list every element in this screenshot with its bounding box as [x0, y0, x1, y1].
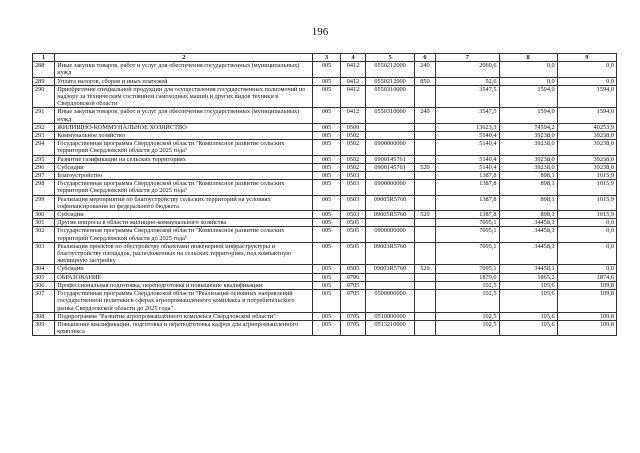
cell-row-number: 296: [33, 163, 55, 171]
cell-amount-year-2: 105,6: [499, 320, 557, 335]
cell-amount-year-1: 5140,4: [436, 132, 499, 140]
cell-item-name: ЖИЛИЩНО-КОММУНАЛЬНОЕ ХОЗЯЙСТВО: [55, 123, 313, 131]
cell-expense-type: [414, 312, 435, 320]
cell-amount-year-1: 7095,1: [436, 219, 499, 227]
table-row: [33, 273, 617, 281]
cell-amount-year-2: 105,6: [499, 290, 557, 313]
table-row: [33, 281, 617, 289]
cell-ministry-code: 005: [313, 172, 341, 180]
cell-row-number: 293: [33, 132, 55, 140]
cell-row-number: 292: [33, 123, 55, 131]
cell-amount-year-2: 34458,1: [499, 265, 557, 273]
table-row: [33, 242, 617, 265]
cell-amount-year-3: 1015,9: [557, 172, 616, 180]
cell-ministry-code: 005: [313, 211, 341, 219]
cell-amount-year-2: 898,1: [499, 211, 557, 219]
cell-row-number: 301: [33, 219, 55, 227]
cell-target-code: 0900000000: [366, 140, 415, 155]
cell-amount-year-1: 7095,1: [436, 242, 499, 265]
cell-row-number: 299: [33, 195, 55, 210]
cell-amount-year-2: 105,6: [499, 281, 557, 289]
cell-amount-year-2: 0,0: [499, 77, 557, 85]
cell-amount-year-2: 898,1: [499, 180, 557, 195]
table-header: [33, 54, 617, 62]
cell-item-name: Другие вопросы в области жилищно-коммунального хозяйства: [55, 219, 313, 227]
cell-ministry-code: 005: [313, 320, 341, 335]
cell-amount-year-3: 1594,0: [557, 108, 616, 123]
cell-ministry-code: 005: [313, 227, 341, 242]
cell-row-number: 288: [33, 62, 55, 77]
cell-target-code: 0900000000: [366, 227, 415, 242]
cell-amount-year-1: 1879,0: [436, 273, 499, 281]
cell-amount-year-1: 2060,6: [436, 62, 499, 77]
cell-item-name: Реализация мероприятий по благоустройству сельских территорий на условиях софинансирования из федерального бюджета: [55, 195, 313, 210]
cell-amount-year-3: 39238,0: [557, 132, 616, 140]
budget-table: [32, 53, 617, 336]
cell-row-number: 307: [33, 290, 55, 313]
table-row: [33, 172, 617, 180]
cell-expense-type: 850: [414, 77, 435, 85]
cell-amount-year-3: 0,0: [557, 62, 616, 77]
cell-ministry-code: 005: [313, 123, 341, 131]
cell-target-code: 0510000000: [366, 312, 415, 320]
cell-expense-type: 520: [414, 265, 435, 273]
cell-amount-year-3: 109,8: [557, 281, 616, 289]
cell-section-code: 0412: [340, 85, 365, 108]
cell-item-name: Коммунальное хозяйство: [55, 132, 313, 140]
cell-ministry-code: 005: [313, 77, 341, 85]
cell-amount-year-3: 1015,9: [557, 211, 616, 219]
cell-section-code: 0502: [340, 155, 365, 163]
cell-amount-year-1: 52,6: [436, 77, 499, 85]
table-row: [33, 219, 617, 227]
cell-target-code: 0550212000: [366, 62, 415, 77]
cell-target-code: 0900145761: [366, 155, 415, 163]
cell-section-code: 0705: [340, 312, 365, 320]
cell-target-code: 0550310000: [366, 108, 415, 123]
cell-item-name: Приобретение специальной продукции для осуществления государственных полномочий по надзору за техническим состоянием самоходных машин и других видов техники в Свердловской области: [55, 85, 313, 108]
cell-amount-year-2: 39238,0: [499, 155, 557, 163]
cell-target-code: 0550212000: [366, 77, 415, 85]
table-row: [33, 155, 617, 163]
cell-item-name: Субсидии: [55, 163, 313, 171]
cell-section-code: 0700: [340, 273, 365, 281]
cell-amount-year-3: 40253,9: [557, 123, 616, 131]
cell-row-number: 304: [33, 265, 55, 273]
cell-amount-year-1: 102,5: [436, 281, 499, 289]
table-body: [33, 62, 617, 336]
cell-item-name: Реализация проектов по обустройству объектами инженерной инфраструктуры и благоустройству площадок, расположенных на сельских территориях, под компактную жилищную застройку: [55, 242, 313, 265]
cell-section-code: 0503: [340, 211, 365, 219]
cell-ministry-code: 005: [313, 242, 341, 265]
cell-expense-type: [414, 281, 435, 289]
cell-amount-year-3: 0,0: [557, 265, 616, 273]
page-number: 196: [311, 26, 329, 38]
table-row: [33, 140, 617, 155]
cell-expense-type: 520: [414, 163, 435, 171]
cell-amount-year-1: 7095,1: [436, 265, 499, 273]
cell-amount-year-1: 102,5: [436, 312, 499, 320]
cell-section-code: 0502: [340, 140, 365, 155]
table-row: [33, 180, 617, 195]
cell-ministry-code: 005: [313, 132, 341, 140]
cell-item-name: Уплата налогов, сборов и иных платежей: [55, 77, 313, 85]
cell-section-code: 0412: [340, 77, 365, 85]
cell-amount-year-2: 39238,0: [499, 163, 557, 171]
cell-amount-year-1: 3547,5: [436, 108, 499, 123]
cell-section-code: 0502: [340, 163, 365, 171]
cell-row-number: 298: [33, 180, 55, 195]
cell-section-code: 0505: [340, 227, 365, 242]
cell-row-number: 303: [33, 242, 55, 265]
cell-amount-year-2: 1594,0: [499, 85, 557, 108]
table-row: [33, 123, 617, 131]
cell-target-code: [366, 172, 415, 180]
cell-target-code: 09003R5760: [366, 265, 415, 273]
cell-amount-year-3: 0,0: [557, 219, 616, 227]
cell-amount-year-1: 1387,8: [436, 195, 499, 210]
cell-amount-year-2: 74594,2: [499, 123, 557, 131]
cell-section-code: 0505: [340, 242, 365, 265]
column-header-ministry-code: 3: [313, 54, 341, 62]
cell-target-code: 0900000000: [366, 180, 415, 195]
cell-section-code: 0705: [340, 320, 365, 335]
cell-row-number: 305: [33, 273, 55, 281]
cell-ministry-code: 005: [313, 219, 341, 227]
cell-section-code: 0705: [340, 281, 365, 289]
cell-expense-type: 240: [414, 62, 435, 77]
cell-amount-year-3: 0,0: [557, 227, 616, 242]
cell-amount-year-2: 105,6: [499, 312, 557, 320]
cell-target-code: [366, 219, 415, 227]
cell-target-code: [366, 132, 415, 140]
cell-expense-type: [414, 132, 435, 140]
cell-amount-year-1: 1387,8: [436, 180, 499, 195]
cell-amount-year-1: 102,5: [436, 290, 499, 313]
header-row: [33, 54, 617, 62]
cell-expense-type: [414, 195, 435, 210]
table-row: [33, 227, 617, 242]
column-header-amount-year-1: 7: [436, 54, 499, 62]
cell-target-code: 0513210000: [366, 320, 415, 335]
cell-row-number: 302: [33, 227, 55, 242]
cell-ministry-code: 005: [313, 312, 341, 320]
cell-amount-year-3: 109,8: [557, 320, 616, 335]
column-header-expense-type: 6: [414, 54, 435, 62]
cell-expense-type: [414, 219, 435, 227]
table-row: [33, 265, 617, 273]
cell-item-name: Благоустройство: [55, 172, 313, 180]
cell-amount-year-1: 5140,4: [436, 140, 499, 155]
cell-amount-year-2: 898,1: [499, 172, 557, 180]
cell-ministry-code: 005: [313, 108, 341, 123]
cell-ministry-code: 005: [313, 62, 341, 77]
cell-amount-year-3: 39238,0: [557, 155, 616, 163]
table-row: [33, 77, 617, 85]
cell-amount-year-3: 0,0: [557, 77, 616, 85]
cell-amount-year-3: 1594,0: [557, 85, 616, 108]
cell-ministry-code: 005: [313, 163, 341, 171]
cell-item-name: Развитие газификации на сельских территориях: [55, 155, 313, 163]
cell-amount-year-3: 39238,0: [557, 163, 616, 171]
cell-amount-year-3: 0,0: [557, 242, 616, 265]
cell-item-name: Государственная программа Свердловской области "Реализация основных направлений государственной политики в сферах агропромышленного комплекса и потребительского рынка Свердловской области до 2025 года": [55, 290, 313, 313]
table-row: [33, 132, 617, 140]
cell-amount-year-2: 0,0: [499, 62, 557, 77]
cell-expense-type: [414, 227, 435, 242]
cell-item-name: Иные закупки товаров, работ и услуг для обеспечения государственных (муниципальных) нужд: [55, 62, 313, 77]
cell-amount-year-2: 1594,0: [499, 108, 557, 123]
cell-amount-year-2: 34458,1: [499, 219, 557, 227]
column-header-section-code: 4: [340, 54, 365, 62]
cell-ministry-code: 005: [313, 265, 341, 273]
table-row: [33, 108, 617, 123]
cell-expense-type: [414, 172, 435, 180]
table-row: [33, 62, 617, 77]
cell-amount-year-2: 34458,1: [499, 227, 557, 242]
cell-target-code: 0500000000: [366, 290, 415, 313]
cell-item-name: Повышение квалификации, подготовка и переподготовка кадров для агропромышленного комплекса: [55, 320, 313, 335]
cell-expense-type: [414, 140, 435, 155]
table-row: [33, 290, 617, 313]
cell-amount-year-3: 1015,9: [557, 180, 616, 195]
cell-amount-year-1: 3547,5: [436, 85, 499, 108]
cell-target-code: [366, 273, 415, 281]
cell-target-code: [366, 123, 415, 131]
cell-target-code: 0550310000: [366, 85, 415, 108]
cell-section-code: 0502: [340, 132, 365, 140]
cell-amount-year-1: 13623,3: [436, 123, 499, 131]
cell-item-name: Иные закупки товаров, работ и услуг для обеспечения государственных (муниципальных) нужд: [55, 108, 313, 123]
table-row: [33, 312, 617, 320]
cell-section-code: 0505: [340, 265, 365, 273]
cell-target-code: [366, 281, 415, 289]
cell-section-code: 0505: [340, 219, 365, 227]
cell-expense-type: [414, 155, 435, 163]
cell-row-number: 308: [33, 312, 55, 320]
column-header-item-name: 2: [55, 54, 313, 62]
cell-ministry-code: 005: [313, 180, 341, 195]
cell-section-code: 0503: [340, 180, 365, 195]
cell-ministry-code: 005: [313, 155, 341, 163]
cell-expense-type: [414, 290, 435, 313]
cell-row-number: 290: [33, 85, 55, 108]
cell-row-number: 294: [33, 140, 55, 155]
table-row: [33, 320, 617, 335]
cell-ministry-code: 005: [313, 85, 341, 108]
column-header-amount-year-2: 8: [499, 54, 557, 62]
cell-amount-year-3: 1874,6: [557, 273, 616, 281]
cell-row-number: 291: [33, 108, 55, 123]
cell-amount-year-1: 5140,4: [436, 163, 499, 171]
cell-item-name: Государственная программа Свердловской области "Комплексное развитие сельских территорий Свердловской области до 2025 года": [55, 227, 313, 242]
cell-amount-year-3: 109,8: [557, 290, 616, 313]
cell-expense-type: [414, 180, 435, 195]
cell-item-name: Подпрограмма "Развитие агропромышленного комплекса Свердловской области": [55, 312, 313, 320]
cell-expense-type: [414, 85, 435, 108]
cell-amount-year-2: 898,1: [499, 195, 557, 210]
cell-item-name: Субсидии: [55, 211, 313, 219]
cell-amount-year-1: 1387,8: [436, 172, 499, 180]
table-row: [33, 195, 617, 210]
cell-item-name: Государственная программа Свердловской области "Комплексное развитие сельских территорий Свердловской области до 2025 года": [55, 180, 313, 195]
cell-expense-type: [414, 123, 435, 131]
cell-row-number: 295: [33, 155, 55, 163]
cell-item-name: Субсидии: [55, 265, 313, 273]
cell-amount-year-1: 5140,4: [436, 155, 499, 163]
cell-section-code: 0503: [340, 172, 365, 180]
cell-amount-year-2: 39238,0: [499, 132, 557, 140]
cell-ministry-code: 005: [313, 281, 341, 289]
cell-item-name: Государственная программа Свердловской области "Комплексное развитие сельских территорий Свердловской области до 2025 года": [55, 140, 313, 155]
cell-expense-type: [414, 320, 435, 335]
cell-expense-type: [414, 273, 435, 281]
cell-section-code: 0705: [340, 290, 365, 313]
table-row: [33, 85, 617, 108]
cell-row-number: 309: [33, 320, 55, 335]
cell-item-name: ОБРАЗОВАНИЕ: [55, 273, 313, 281]
cell-row-number: 289: [33, 77, 55, 85]
cell-amount-year-1: 1387,8: [436, 211, 499, 219]
cell-row-number: 297: [33, 172, 55, 180]
cell-ministry-code: 005: [313, 140, 341, 155]
cell-target-code: 09005R5760: [366, 195, 415, 210]
cell-amount-year-1: 102,5: [436, 320, 499, 335]
cell-target-code: 09005R5760: [366, 211, 415, 219]
cell-amount-year-3: 109,8: [557, 312, 616, 320]
table-row: [33, 163, 617, 171]
cell-ministry-code: 005: [313, 195, 341, 210]
cell-expense-type: [414, 242, 435, 265]
cell-target-code: 09003R5760: [366, 242, 415, 265]
cell-row-number: 306: [33, 281, 55, 289]
cell-expense-type: 520: [414, 211, 435, 219]
cell-amount-year-2: 34458,1: [499, 242, 557, 265]
cell-amount-year-1: 7095,1: [436, 227, 499, 242]
cell-amount-year-2: 39238,0: [499, 140, 557, 155]
cell-item-name: Профессиональная подготовка, переподготовка и повышение квалификации: [55, 281, 313, 289]
cell-row-number: 300: [33, 211, 55, 219]
cell-ministry-code: 005: [313, 290, 341, 313]
cell-ministry-code: 005: [313, 273, 341, 281]
cell-section-code: 0412: [340, 62, 365, 77]
cell-amount-year-3: 1015,9: [557, 195, 616, 210]
table-row: [33, 211, 617, 219]
cell-target-code: 0900145761: [366, 163, 415, 171]
cell-section-code: 0503: [340, 195, 365, 210]
column-header-target-code: 5: [366, 54, 415, 62]
cell-amount-year-2: 1865,2: [499, 273, 557, 281]
column-header-row-number: 1: [33, 54, 55, 62]
cell-section-code: 0412: [340, 108, 365, 123]
column-header-amount-year-3: 9: [557, 54, 616, 62]
cell-section-code: 0500: [340, 123, 365, 131]
cell-amount-year-3: 39238,0: [557, 140, 616, 155]
cell-expense-type: 240: [414, 108, 435, 123]
